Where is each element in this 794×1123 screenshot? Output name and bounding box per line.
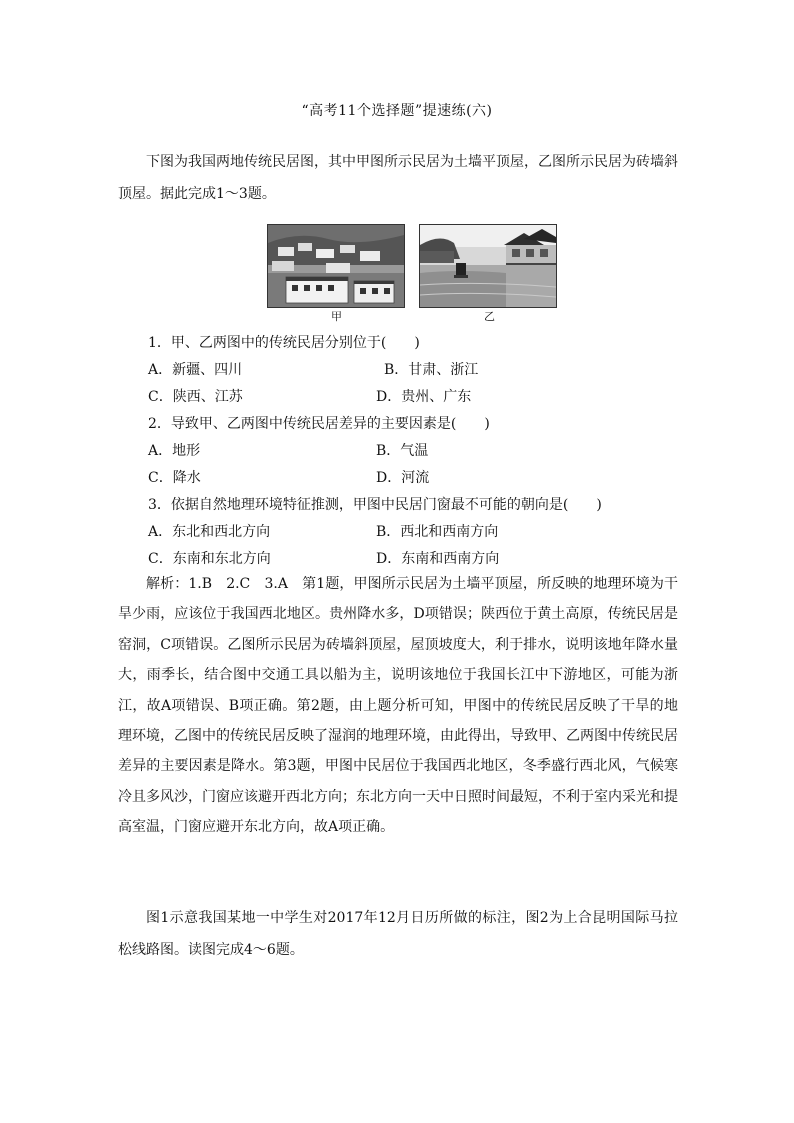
analysis-paragraph: 解析：1.B 2.C 3.A 第1题，甲图所示民居为土墙平顶屋，所反映的地理环境为干旱少雨，应该位于我国西北地区。贵州降水多，D项错误；陕西位于黄土高原，传统民居是窑洞，C项错误。乙图所示民居为砖墙斜顶屋，屋顶坡度大，利于排水，说明该地年降水量大，雨季长，结合图中交通工具以船为主，说明该地位于我国长江中下游地区，可能为浙江，故A项错误、B项正确。第2题，由上题分析可知，甲图中的传统民居反映了干旱的地理环境，乙图中的传统民居反映了湿润的地理环境，由此得出，导致甲、乙两图中传统民居差异的主要因素是降水。第3题，甲图中民居位于我国西北地区，冬季盛行西北风，气候寒冷且多风沙，门窗应该避开西北方向；东北方向一天中日照时间最短，不利于室内采光和提高室温，门窗应避开东北方向，故A项正确。 — [118, 576, 678, 836]
question-2-option-d: D．河流 — [376, 470, 430, 486]
question-1-option-b: B．甘肃、浙江 — [384, 362, 479, 378]
intro-paragraph-1: 下图为我国两地传统民居图，其中甲图所示民居为土墙平顶屋，乙图所示民居为砖墙斜顶屋。据此完成1～3题。 — [118, 154, 678, 202]
question-2-option-a: A．地形 — [148, 443, 201, 459]
question-1-stem: 1．甲、乙两图中的传统民居分别位于( ) — [148, 335, 420, 351]
question-1-option-d: D．贵州、广东 — [376, 389, 472, 405]
question-1-option-c: C．陕西、江苏 — [148, 389, 243, 405]
figure-caption-yi: 乙 — [484, 310, 495, 323]
question-3-option-b: B．西北和西南方向 — [376, 524, 499, 540]
question-2-option-b: B．气温 — [376, 443, 429, 459]
question-1-option-a: A．新疆、四川 — [148, 362, 243, 378]
question-2-option-c: C．降水 — [148, 470, 201, 486]
figure-caption-jia: 甲 — [331, 310, 342, 323]
question-3-option-a: A．东北和西北方向 — [148, 524, 271, 540]
question-2-stem: 2．导致甲、乙两图中传统民居差异的主要因素是( ) — [148, 416, 490, 432]
question-3-option-d: D．东南和西南方向 — [376, 551, 500, 567]
page-title: “高考11个选择题”提速练(六) — [301, 103, 493, 119]
question-3-stem: 3．依据自然地理环境特征推测，甲图中民居门窗最不可能的朝向是( ) — [148, 497, 602, 513]
photo-yi — [419, 224, 557, 308]
question-3-option-c: C．东南和东北方向 — [148, 551, 271, 567]
intro-paragraph-2: 图1示意我国某地一中学生对2017年12月日历所做的标注，图2为上合昆明国际马拉松线路图。读图完成4～6题。 — [118, 910, 678, 958]
photo-jia — [267, 224, 405, 308]
